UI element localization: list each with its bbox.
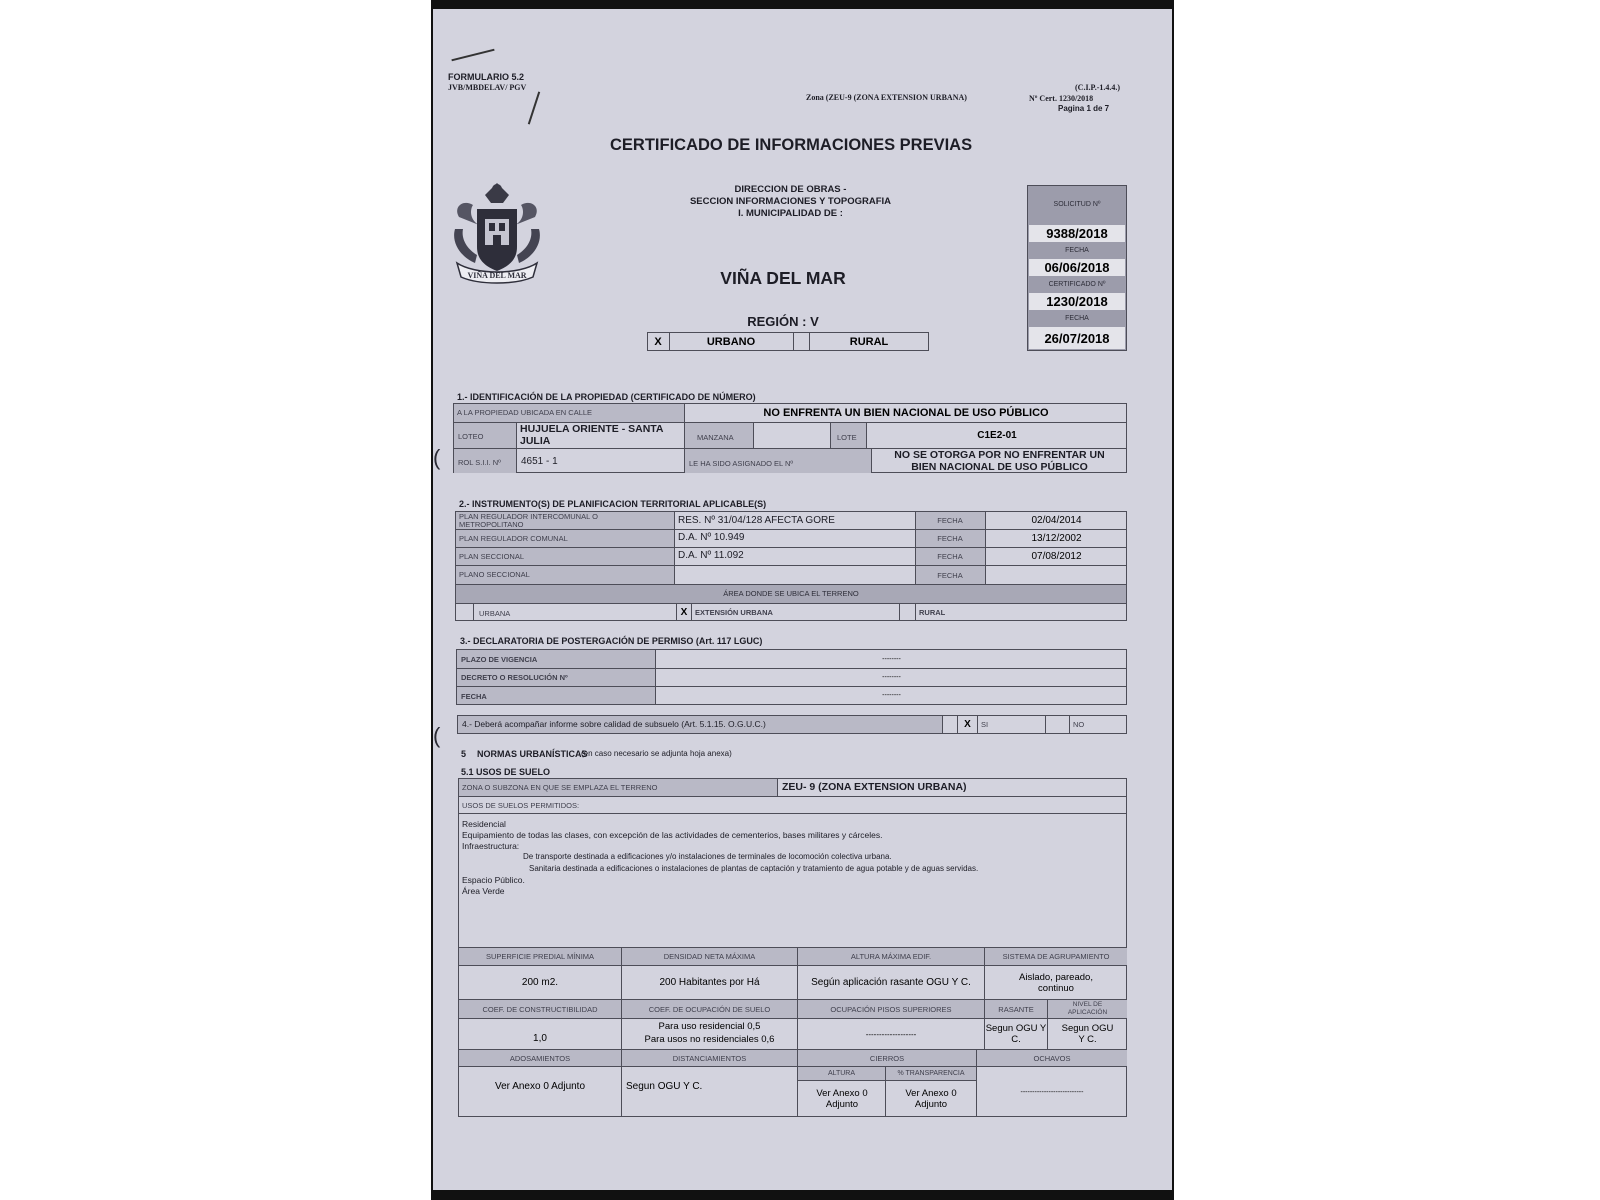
lote-label: LOTE [837, 433, 857, 442]
form-number: FORMULARIO 5.2 [448, 72, 525, 82]
rural-label: RURAL [849, 335, 889, 348]
manzana-label: MANZANA [697, 433, 734, 442]
cierros-altura-value: Ver Anexo 0 Adjunto [816, 1088, 868, 1110]
subsuelo-text: 4.- Deberá acompañar informe sobre calidad de subsuelo (Art. 5.1.15. O.G.U.C.) [462, 719, 766, 729]
section1-heading: 1.- IDENTIFICACIÓN DE LA PROPIEDAD (CERTIFICADO DE NÚMERO) [457, 392, 756, 402]
certificado-label: CERTIFICADO Nº [1048, 280, 1106, 288]
section5-note: (en caso necesario se adjunta hoja anexa) [581, 749, 732, 758]
cierros-altura-header: ALTURA [827, 1070, 856, 1077]
signature-mark [528, 92, 540, 125]
pisos-superiores-header: OCUPACIÓN PISOS SUPERIORES [830, 1004, 952, 1014]
document-title: CERTIFICADO DE INFORMACIONES PREVIAS [610, 136, 973, 154]
superficie-header: SUPERFICIE PREDIAL MÍNIMA [485, 952, 595, 961]
constructibilidad-header: COEF. DE CONSTRUCTIBILIDAD [482, 1004, 598, 1014]
plan-seccional-label: PLAN SECCIONAL [459, 552, 525, 561]
zona-value: ZEU- 9 (ZONA EXTENSION URBANA) [782, 781, 967, 793]
hole-punch-mark-2: ( [433, 723, 441, 748]
agrupamiento-header: SISTEMA DE AGRUPAMIENTO [1002, 952, 1110, 961]
cierros-header: CIERROS [869, 1053, 905, 1063]
dept-line-3: I. MUNICIPALIDAD DE : [738, 208, 843, 219]
plan-intercomunal-label-2: METROPOLITANO [459, 520, 524, 529]
urbano-check: X [654, 335, 662, 348]
decreto-label: DECRETO O RESOLUCIÓN Nº [461, 673, 568, 682]
ochavos-header: OCHAVOS [1033, 1053, 1071, 1063]
fecha-certificado-value: 26/07/2018 [1029, 327, 1125, 349]
plan-intercomunal-value: RES. Nº 31/04/128 AFECTA GORE [678, 515, 835, 526]
ocupacion-suelo-header: COEF. DE OCUPACIÓN DE SUELO [648, 1004, 771, 1014]
distanciamientos-value: Segun OGU Y C. [626, 1080, 703, 1092]
uso-line-4: De transporte destinada a edificaciones y/o instalaciones de terminales de locomoción colectiva urbana. [523, 852, 892, 861]
distanciamientos-header: DISTANCIAMIENTOS [672, 1053, 747, 1063]
dept-line-2: SECCION INFORMACIONES Y TOPOGRAFIA [689, 196, 892, 207]
calle-value: NO ENFRENTA UN BIEN NACIONAL DE USO PÚBLICO [763, 407, 1049, 419]
agrupamiento-value: Aislado, pareado, continuo [1019, 971, 1093, 994]
calle-label: A LA PROPIEDAD UBICADA EN CALLE [457, 408, 593, 417]
plano-seccional-fecha-label: FECHA [937, 570, 963, 580]
plan-seccional-value: D.A. Nº 11.092 [678, 550, 744, 561]
usos-label: USOS DE SUELOS PERMITIDOS: [462, 801, 580, 810]
asignado-value-1: NO SE OTORGA POR NO ENFRENTAR UN [894, 449, 1105, 461]
uso-line-6: Espacio Público. [462, 875, 525, 885]
loteo-value-1: HUJUELA ORIENTE - SANTA [520, 423, 664, 435]
uso-line-5: Sanitaria destinada a edificaciones o instalaciones de plantas de captación y tratamiento de agua potable y de aguas servidas. [529, 864, 979, 873]
plan-comunal-fecha: 13/12/2002 [1031, 533, 1082, 544]
hole-punch-mark-1: ( [433, 445, 441, 470]
section5-heading: NORMAS URBANÍSTICAS [477, 749, 588, 759]
loteo-label: LOTEO [458, 432, 484, 441]
ocupacion-no-residencial: Para usos no residenciales 0,6 [644, 1033, 775, 1045]
section5-number: 5 [461, 749, 467, 759]
decreto-value: -------- [882, 674, 901, 681]
subsuelo-si-check: X [964, 719, 971, 730]
plan-comunal-fecha-label: FECHA [937, 534, 963, 543]
urbana-label: URBANA [479, 609, 511, 618]
asignado-value-2: BIEN NACIONAL DE USO PÚBLICO [911, 461, 1088, 473]
pisos-superiores-value: ------------------- [865, 1029, 917, 1039]
ochavos-value: --------------------------- [1020, 1088, 1084, 1096]
densidad-header: DENSIDAD NETA MÁXIMA [663, 952, 756, 961]
pen-stroke [451, 49, 494, 62]
uso-line-3: Infraestructura: [462, 841, 520, 851]
area-terreno-label: ÁREA DONDE SE UBICA EL TERRENO [723, 589, 859, 598]
rasante-value: Segun OGU Y C. [985, 1023, 1047, 1045]
cert-number-header: Nº Cert. 1230/2018 [1029, 94, 1094, 103]
extension-check: X [680, 607, 688, 618]
cip-code: (C.I.P.-1.4.4.) [1075, 83, 1121, 92]
superficie-value: 200 m2. [521, 977, 559, 988]
rasante-header: RASANTE [998, 1004, 1034, 1014]
rural-area-label: RURAL [919, 608, 946, 617]
plan-comunal-label: PLAN REGULADOR COMUNAL [459, 534, 568, 543]
plan-intercomunal-label-1: PLAN REGULADOR INTERCOMUNAL O [459, 512, 598, 521]
plan-seccional-fecha: 07/08/2012 [1031, 551, 1082, 562]
zone-header: Zona (ZEU-9 (ZONA EXTENSION URBANA) [806, 93, 967, 102]
subsuelo-si-label: SI [981, 720, 989, 729]
fecha-solicitud-label: FECHA [1065, 246, 1089, 254]
section2-heading: 2.- INSTRUMENTO(S) DE PLANIFICACION TERRITORIAL APLICABLE(S) [459, 499, 767, 509]
urbano-label: URBANO [706, 335, 756, 348]
cierros-transparencia-value: Ver Anexo 0 Adjunto [905, 1088, 957, 1110]
plano-seccional-label: PLANO SECCIONAL [459, 570, 530, 579]
region: REGIÓN : V [747, 314, 819, 329]
section51-heading: 5.1 USOS DE SUELO [461, 767, 551, 777]
fecha-solicitud-value: 06/06/2018 [1029, 259, 1125, 276]
loteo-value-2: JULIA [520, 435, 551, 447]
solicitud-label: SOLICITUD Nº [1053, 200, 1101, 208]
plan-intercomunal-fecha: 02/04/2014 [1031, 515, 1082, 526]
rol-label: ROL S.I.I. Nº [458, 458, 501, 467]
solicitud-value: 9388/2018 [1029, 225, 1125, 242]
certificado-value: 1230/2018 [1029, 293, 1125, 310]
densidad-value: 200 Habitantes por Há [659, 977, 760, 988]
altura-header: ALTURA MÁXIMA EDIF. [850, 952, 932, 961]
crest-motto: VIÑA DEL MAR [467, 271, 527, 280]
coat-of-arms-seal [449, 177, 545, 285]
nivel-aplicacion-value: Segun OGU Y C. [1061, 1023, 1114, 1045]
uso-line-7: Área Verde [462, 886, 505, 896]
uso-line-2: Equipamiento de todas las clases, con excepción de las actividades de cementerios, bases militares y cárceles. [462, 830, 883, 840]
cierros-transparencia-header: % TRANSPARENCIA [897, 1070, 965, 1077]
extension-urbana-label: EXTENSIÓN URBANA [695, 608, 773, 617]
fecha-postergacion-value: -------- [882, 692, 901, 699]
fecha-postergacion-label: FECHA [461, 692, 487, 701]
plazo-label: PLAZO DE VIGENCIA [461, 655, 538, 664]
rol-value: 4651 - 1 [521, 456, 558, 467]
initials: JVB/MBDELAV/ PGV [448, 83, 527, 92]
asignado-label: LE HA SIDO ASIGNADO EL Nº [689, 459, 794, 468]
plan-intercomunal-fecha-label: FECHA [937, 516, 963, 525]
lote-value: C1E2-01 [977, 430, 1017, 441]
dept-line-1: DIRECCION DE OBRAS - [734, 184, 847, 195]
nivel-aplicacion-header: NIVEL DE APLICACIÓN [1067, 1001, 1108, 1016]
plan-seccional-fecha-label: FECHA [937, 552, 963, 561]
plano-seccional-fecha [986, 566, 1127, 584]
adosamientos-header: ADOSAMIENTOS [509, 1053, 571, 1063]
plan-comunal-value: D.A. Nº 10.949 [678, 532, 745, 543]
subsuelo-no-label: NO [1073, 720, 1085, 729]
city-name: VIÑA DEL MAR [720, 268, 846, 288]
plazo-value: -------- [882, 655, 901, 663]
section3-heading: 3.- DECLARATORIA DE POSTERGACIÓN DE PERMISO (Art. 117 LGUC) [460, 636, 763, 646]
page-count: Pagina 1 de 7 [1058, 104, 1110, 113]
zona-label: ZONA O SUBZONA EN QUE SE EMPLAZA EL TERRENO [462, 783, 658, 792]
altura-value: Según aplicación rasante OGU Y C. [811, 977, 971, 988]
document-page [433, 9, 1172, 1190]
adosamientos-value: Ver Anexo 0 Adjunto [494, 1080, 586, 1092]
constructibilidad-value: 1,0 [533, 1032, 547, 1044]
ocupacion-residencial: Para uso residencial 0,5 [658, 1020, 761, 1032]
fecha-certificado-label: FECHA [1065, 314, 1089, 322]
uso-line-1: Residencial [462, 819, 506, 829]
